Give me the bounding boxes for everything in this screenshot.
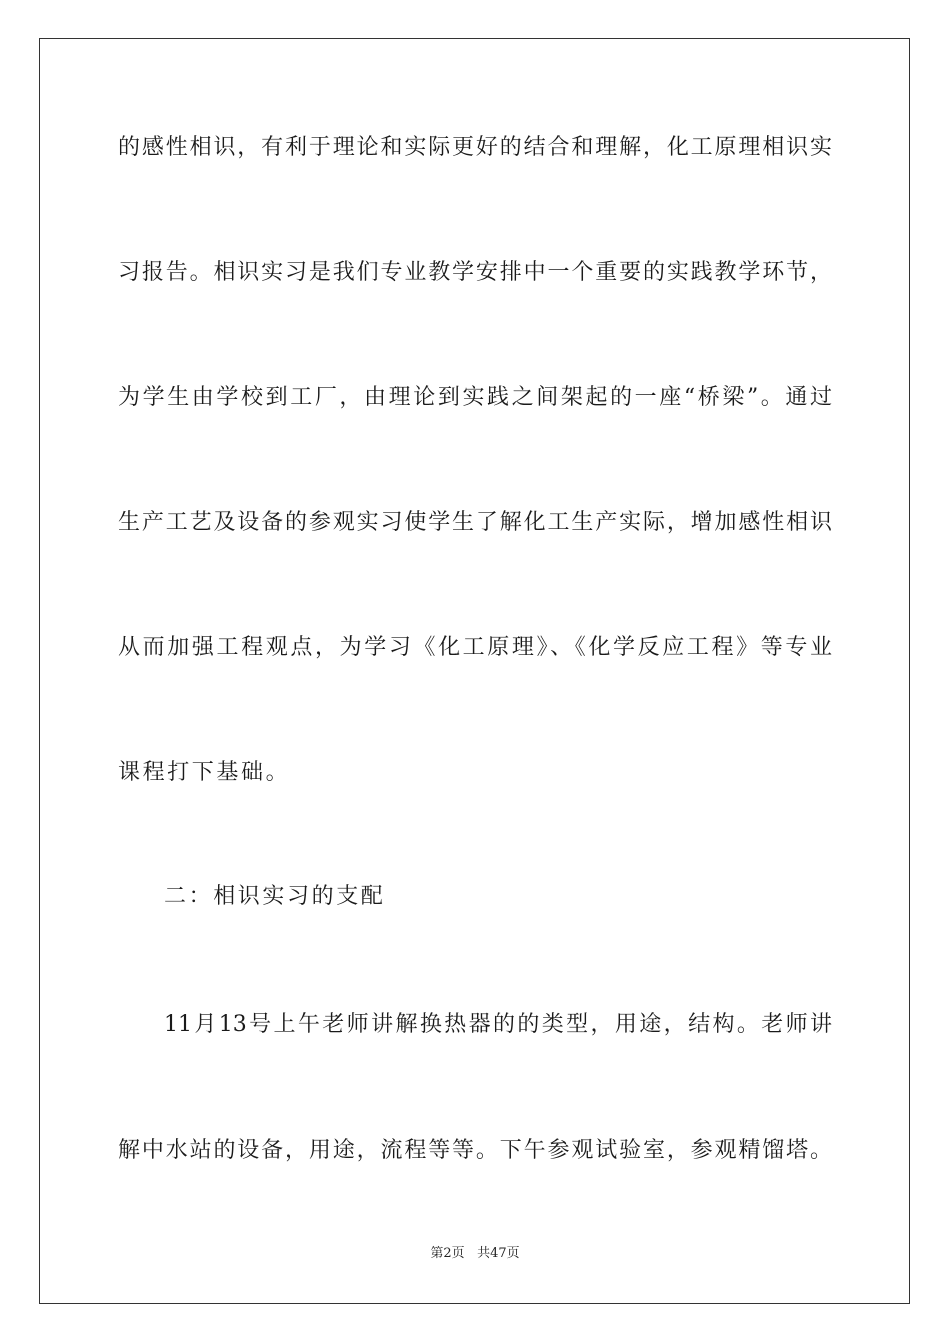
body-text-line: 的感性相识，有利于理论和实际更好的结合和理解，化工原理相识实 xyxy=(118,135,832,160)
body-text-line: 课程打下基础。 xyxy=(118,760,291,785)
body-text-line: 生产工艺及设备的参观实习使学生了解化工生产实际，增加感性相识 xyxy=(118,510,832,535)
body-text-line: 习报告。相识实习是我们专业教学安排中一个重要的实践教学环节， xyxy=(118,260,832,285)
page-number: 第2页 xyxy=(430,1246,465,1261)
section-heading: 二：相识实习的支配 xyxy=(164,884,386,909)
page-frame xyxy=(39,38,910,1304)
body-text-line: 为学生由学校到工厂，由理论到实践之间架起的一座“桥梁”。通过 xyxy=(118,385,832,410)
page-total: 共47页 xyxy=(477,1246,520,1261)
body-text-line: 11月13号上午老师讲解换热器的的类型，用途，结构。老师讲 xyxy=(164,1012,832,1037)
body-text-line: 解中水站的设备，用途，流程等等。下午参观试验室，参观精馏塔。 xyxy=(118,1138,832,1163)
body-text-line: 从而加强工程观点，为学习《化工原理》、《化学反应工程》等专业 xyxy=(118,635,832,660)
page-footer xyxy=(0,1245,950,1263)
